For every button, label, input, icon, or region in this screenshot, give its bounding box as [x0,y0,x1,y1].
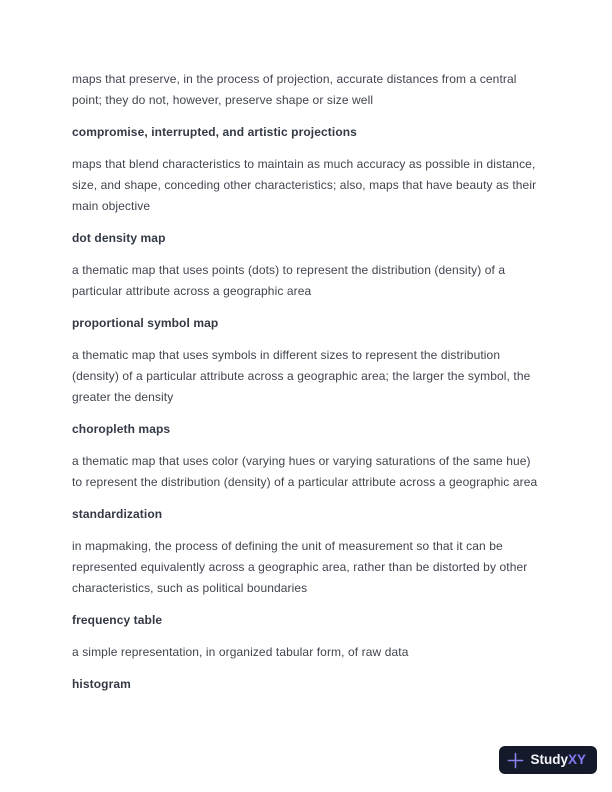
glossary-entry [72,69,540,111]
studyxy-logo-badge [499,746,597,774]
glossary-entry [72,228,540,302]
term-heading: histogram [72,677,131,691]
definition-text: maps that blend characteristics to maintain as much accuracy as possible in distance, size, and shape, conceding other characteristics; also, maps that have beauty as their main objective [72,157,537,213]
definition-text: a thematic map that uses color (varying hues or varying saturations of the same hue) to represent the distribution (density) of a particular attribute across a geographic area [72,454,538,489]
glossary-entry [72,504,540,599]
definition-text: in mapmaking, the process of defining the unit of measurement so that it can be represented equivalently across a geographic area, rather than be distorted by other characteristics, such as political boundaries [72,539,528,595]
term-heading: compromise, interrupted, and artistic projections [72,125,357,139]
definition-text: a thematic map that uses symbols in different sizes to represent the distribution (density) of a particular attribute across a geographic area; the larger the symbol, the greater the density [72,348,531,404]
brand-wordmark [530,753,586,767]
term-heading: standardization [72,507,163,521]
definition-text: a simple representation, in organized tabular form, of raw data [72,645,409,659]
definition-text: a thematic map that uses points (dots) to represent the distribution (density) of a particular attribute across a geographic area [72,263,506,298]
term-heading: dot density map [72,231,166,245]
term-heading: choropleth maps [72,422,171,436]
glossary-content [72,69,540,706]
glossary-entry [72,122,540,217]
glossary-entry [72,313,540,408]
term-heading: proportional symbol map [72,316,219,330]
glossary-entry [72,419,540,493]
term-heading: frequency table [72,613,163,627]
definition-text: maps that preserve, in the process of projection, accurate distances from a central point; they do not, however, preserve shape or size well [72,72,517,107]
plus-icon [507,752,524,769]
glossary-entry [72,674,540,695]
glossary-entry [72,610,540,663]
brand-suffix: XY [567,752,586,768]
brand-prefix: Study [530,752,568,768]
